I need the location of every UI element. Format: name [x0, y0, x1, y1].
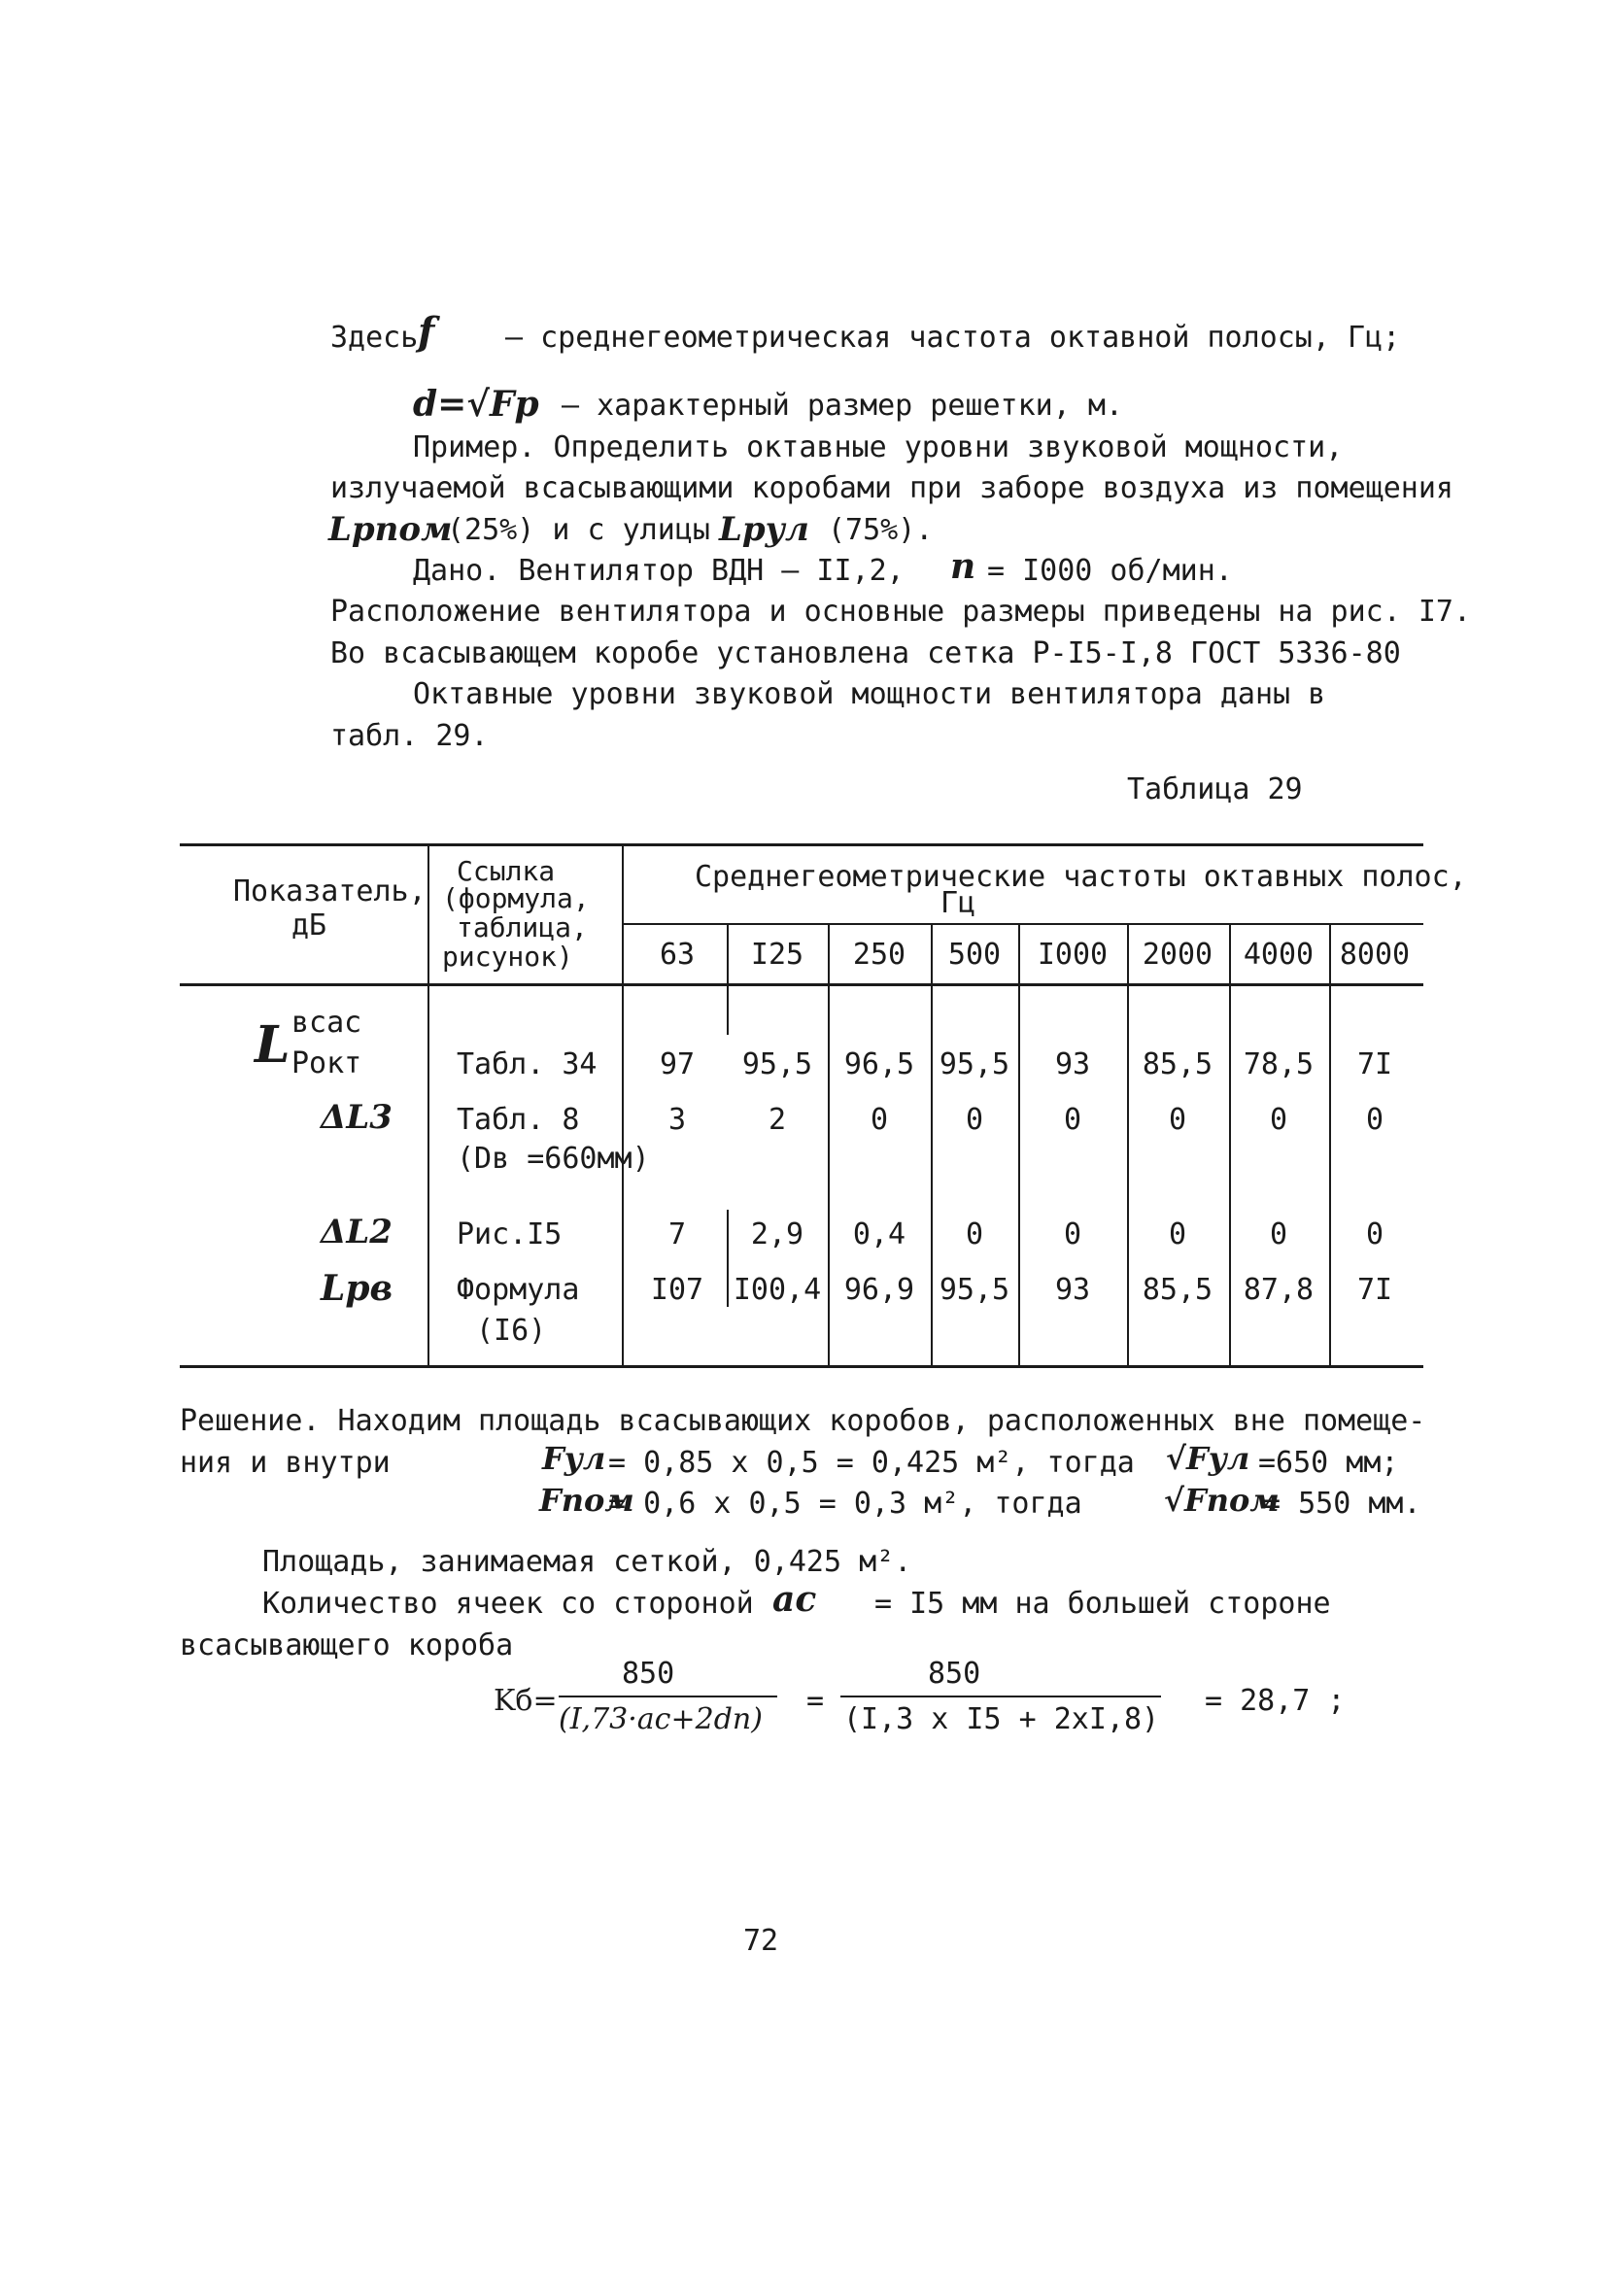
page-number: 72: [743, 1924, 779, 1958]
row3-ref: Рис.I5: [457, 1217, 563, 1251]
solution-res-2: = 550 мм.: [1263, 1487, 1421, 1521]
freq-header-0: 63: [659, 938, 696, 972]
given-line-5: табл. 29.: [330, 719, 489, 753]
solution-eq-1: = 0,85 х 0,5 = 0,425 м², тогда: [608, 1446, 1135, 1480]
row4-indicator: Lpв: [321, 1268, 393, 1309]
row2-ref-2: (Dв =660мм): [457, 1142, 650, 1176]
example-line-2: излучаемой всасывающими коробами при заборе воздуха из помещения: [330, 471, 1453, 505]
freq-header-6: 4000: [1243, 938, 1315, 972]
row1-indicator-main: L: [255, 1015, 290, 1075]
value-cell-r1-c5: 0: [1168, 1103, 1187, 1137]
formula-equals: =: [806, 1684, 825, 1718]
fraction-2-denominator: (I,3 х I5 + 2хI,8): [843, 1702, 1160, 1736]
solution-cells-2: всасывающего короба: [180, 1628, 514, 1662]
value-cell-r1-c1: 2: [768, 1103, 787, 1137]
value-cell-r1-c4: 0: [1063, 1103, 1082, 1137]
example-line-1: Пример. Определить октавные уровни звуковой мощности,: [413, 430, 1344, 464]
col-sep-250: [828, 923, 830, 1365]
value-cell-r0-c6: 78,5: [1243, 1047, 1315, 1081]
solution-cells-1b: = I5 мм на большей стороне: [874, 1587, 1331, 1621]
given-line-3: Во всасывающем коробе установлена сетка Р-I5-I,8 ГОСТ 5336-80: [330, 636, 1401, 670]
f-pom-symbol: Fпом: [539, 1482, 634, 1519]
lp-ul-symbol: Lpул: [719, 510, 809, 549]
freq-header-1: I25: [750, 938, 804, 972]
value-cell-r2-c2: 0,4: [852, 1217, 906, 1251]
given-line-4: Октавные уровни звуковой мощности вентилятора даны в: [413, 677, 1326, 711]
table-caption: Таблица 29: [1127, 772, 1303, 806]
d-description: – характерный размер решетки, м.: [562, 389, 1123, 423]
solution-cells-1: Количество ячеек со стороной: [262, 1587, 754, 1621]
header-ref-l1: Ссылка: [457, 855, 556, 887]
given-line-1b: = I000 об/мин.: [987, 554, 1233, 588]
freq-header-4: I000: [1037, 938, 1109, 972]
value-cell-r0-c1: 95,5: [741, 1047, 813, 1081]
value-cell-r3-c0: I07: [650, 1273, 704, 1307]
header-ref-l2: (формула,: [442, 882, 590, 914]
solution-res-1: =650 мм;: [1258, 1446, 1399, 1480]
example-pct-1: (25%) и с улицы: [447, 513, 710, 547]
fraction-1-numerator: 850: [622, 1657, 675, 1691]
value-cell-r0-c2: 96,5: [843, 1047, 915, 1081]
row1-indicator-sup: всас: [291, 1006, 362, 1040]
sqrt-f-ul: √Fул: [1166, 1440, 1250, 1477]
col-sep-indicator: [427, 843, 429, 1367]
col-sep-ref: [622, 843, 624, 1367]
freq-header-2: 250: [852, 938, 906, 972]
example-pct-2: (75%).: [828, 513, 934, 547]
solution-line-1: Решение. Находим площадь всасывающих коробов, расположенных вне помеще-: [180, 1404, 1426, 1438]
value-cell-r1-c6: 0: [1269, 1103, 1288, 1137]
freq-header-rule: [622, 923, 1423, 925]
value-cell-r3-c2: 96,9: [843, 1273, 915, 1307]
intro-zdes: Здесь: [330, 321, 419, 355]
header-bottom-rule: [180, 983, 1423, 986]
sqrt-f-pom: √Fпом: [1164, 1482, 1280, 1519]
header-indicator-l1: Показатель,: [233, 874, 427, 908]
given-line-2: Расположение вентилятора и основные размеры приведены на рис. I7.: [330, 595, 1471, 629]
value-cell-r0-c4: 93: [1054, 1047, 1091, 1081]
value-cell-r2-c0: 7: [667, 1217, 687, 1251]
fraction-1-denominator: (I,73·aс+2dп): [559, 1702, 763, 1736]
header-ref-l3: таблица,: [457, 911, 588, 943]
f-ul-symbol: Fул: [542, 1440, 606, 1477]
header-freq-l1: Среднегеометрические частоты октавных полос,: [695, 860, 1467, 894]
solution-eq-2: = 0,6 х 0,5 = 0,3 м², тогда: [608, 1487, 1082, 1521]
row2-indicator: ΔL3: [321, 1098, 393, 1137]
table-top-rule: [180, 843, 1423, 846]
header-freq-l2: Гц: [940, 886, 976, 920]
f-symbol: f: [418, 309, 435, 355]
row2-ref: Табл. 8: [457, 1103, 580, 1137]
freq-header-7: 8000: [1339, 938, 1411, 972]
header-ref-l4: рисунок): [442, 941, 573, 973]
freq-header-5: 2000: [1142, 938, 1213, 972]
solution-line-2a: ния и внутри: [180, 1446, 391, 1480]
k-label: Kб=: [494, 1684, 558, 1718]
row4-ref-2: (I6): [476, 1314, 547, 1348]
value-cell-r3-c3: 95,5: [939, 1273, 1010, 1307]
value-cell-r0-c3: 95,5: [939, 1047, 1010, 1081]
value-cell-r3-c6: 87,8: [1243, 1273, 1315, 1307]
row4-ref: Формула: [457, 1273, 580, 1307]
freq-header-3: 500: [947, 938, 1002, 972]
lp-pom-symbol: Lpпом: [328, 510, 453, 549]
row3-indicator: ΔL2: [321, 1213, 393, 1251]
value-cell-r3-c7: 7I: [1356, 1273, 1393, 1307]
a-c-symbol: aс: [772, 1579, 817, 1620]
value-cell-r2-c3: 0: [965, 1217, 984, 1251]
formula-result: = 28,7 ;: [1205, 1684, 1346, 1718]
value-cell-r3-c5: 85,5: [1142, 1273, 1213, 1307]
value-cell-r1-c0: 3: [667, 1103, 687, 1137]
value-cell-r1-c2: 0: [870, 1103, 889, 1137]
value-cell-r2-c4: 0: [1063, 1217, 1082, 1251]
value-cell-r0-c5: 85,5: [1142, 1047, 1213, 1081]
fraction-2-bar: [840, 1696, 1161, 1697]
row1-indicator-sub: Рокт: [291, 1046, 362, 1080]
given-line-1: Дано. Вентилятор ВДН – II,2,: [413, 554, 905, 588]
value-cell-r2-c6: 0: [1269, 1217, 1288, 1251]
n-symbol: n: [950, 546, 976, 587]
value-cell-r2-c7: 0: [1365, 1217, 1384, 1251]
value-cell-r0-c0: 97: [659, 1047, 696, 1081]
row1-ref: Табл. 34: [457, 1047, 598, 1081]
fraction-1-bar: [559, 1696, 777, 1697]
d-formula: d=√Fp: [413, 384, 539, 425]
fraction-2-numerator: 850: [928, 1657, 981, 1691]
value-cell-r2-c1: 2,9: [750, 1217, 804, 1251]
value-cell-r3-c1: I00,4: [733, 1273, 822, 1307]
f-description: – среднегеометрическая частота октавной полосы, Гц;: [505, 321, 1401, 355]
table-bottom-rule: [180, 1365, 1423, 1368]
value-cell-r1-c3: 0: [965, 1103, 984, 1137]
value-cell-r0-c7: 7I: [1356, 1047, 1393, 1081]
value-cell-r3-c4: 93: [1054, 1273, 1091, 1307]
header-indicator-l2: дБ: [291, 908, 327, 942]
solution-area: Площадь, занимаемая сеткой, 0,425 м².: [262, 1545, 912, 1579]
value-cell-r1-c7: 0: [1365, 1103, 1384, 1137]
value-cell-r2-c5: 0: [1168, 1217, 1187, 1251]
